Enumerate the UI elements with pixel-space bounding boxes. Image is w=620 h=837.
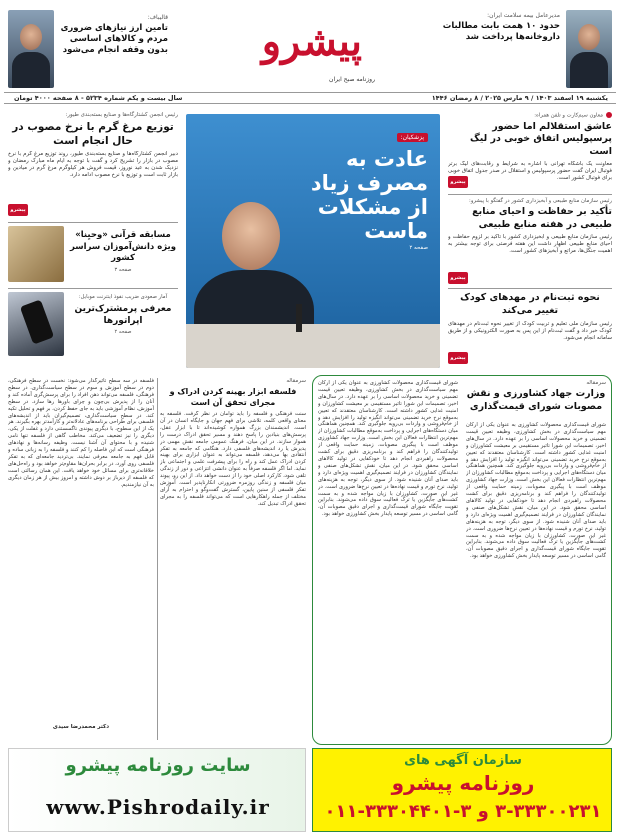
issue-line: سال بیست و یکم شماره ۵۲۳۴ - ۸ صفحه ۴۰۰۰ تومان bbox=[14, 94, 183, 102]
agriculture-article bbox=[318, 380, 606, 742]
top-left-photo bbox=[8, 10, 54, 88]
quran-page: صفحه ۳ bbox=[114, 266, 132, 273]
top-right-photo bbox=[566, 10, 612, 88]
website-banner[interactable] bbox=[8, 748, 306, 832]
top-right-headline[interactable]: حدود ۱۰ همت بابت مطالبات داروخانه‌ها پرداخت شد bbox=[442, 21, 560, 42]
author-signoff: دکتر محمدرضا سیدی bbox=[52, 724, 110, 730]
left-column bbox=[8, 112, 178, 372]
ad-org-title: سازمان آگهی های bbox=[404, 753, 522, 768]
agriculture-headline[interactable]: وزارت جهاد کشاورزی و نقش مصوبات شورای قیمت‌گذاری bbox=[466, 388, 606, 412]
philosophy-headline[interactable]: فلسفه ابزار بهینه کردن ادراک و مجرای تحقق آن است bbox=[169, 387, 297, 407]
agriculture-kicker: سرمقاله bbox=[586, 380, 606, 386]
quran-photo bbox=[8, 226, 64, 282]
kindergarten-headline[interactable]: نحوه ثبت‌نام در مهدهای کودک تغییر می‌کند bbox=[460, 292, 600, 316]
nature-kicker: رئیس سازمان منابع طبیعی و آبخیزداری کشور در گفتگو با پیشرو: bbox=[469, 198, 612, 204]
poultry-body: دبیر انجمن کشتارگاه‌ها و صنایع بسته‌بندی طیور، روند توزیع مرغ گرم با نرخ مصوب در بازار را تشریح کرد و گفت با توجه به ایام ماه مبارک رمضان و نزدیک شدن به عید نوروز، قیمت فروش هر کیلوگرم مرغ گرم در میادین و بازار ثابت است و توزیع با نرخ مصوب ادامه دارد. bbox=[8, 151, 178, 178]
poultry-headline[interactable]: توزیع مرغ گرم با نرخ مصوب در حال انجام است bbox=[12, 121, 174, 147]
feature-kicker: پزشکیان: bbox=[397, 133, 428, 142]
pishro-badge-2: پیشرو bbox=[448, 176, 468, 188]
website-url[interactable]: www.Pishrodaily.ir bbox=[46, 795, 270, 819]
masthead-logo: پیشرو bbox=[261, 18, 362, 65]
right-column bbox=[448, 112, 612, 372]
poultry-kicker: رئیس انجمن کشتارگاه‌ها و صنایع بسته‌بندی طیور: bbox=[65, 112, 178, 118]
feature-headline[interactable]: عادت به مصرف زیاد از مشکلات ماست bbox=[310, 147, 428, 243]
philosophy-body: سنت فرهنگی و فلسفه را باید توأمان در نظر گرفت. فلسفه به معنای واقعی کلمه، تلاشی برای فهم جهان و جایگاه انسان در آن است. اندیشمندان بزرگ همواره کوشیده‌اند تا با ابزار عقل، پرسش‌های بنیادین را پاسخ دهند و مسیر تحقق ادراک درست را هموار سازند. در این میان، فرهنگ عمومی جامعه نقش مهمی در پذیرش یا رد اندیشه‌های فلسفی دارد. هنگامی که جامعه به تفکر انتقادی بها می‌دهد، فلسفه می‌تواند به عنوان ابزاری برای بهینه کردن ادراک عمل کند و راه را برای پیشرفت علمی و اجتماعی باز نماید. اما اگر فلسفه صرفاً به عنوان دانشی انتزاعی و دور از زندگی تلقی شود، کارکرد اصلی خود را از دست خواهد داد. از این رو، پیوند میان فلسفه و زندگی روزمره ضرورتی انکارناپذیر است. آموزش تفکر فلسفی از سنین پایین، گسترش گفت‌وگو و احترام به آرای مختلف از جمله راهکارهایی است که می‌تواند فلسفه را به مجرای تحقق ادراک تبدیل کند. bbox=[160, 411, 306, 507]
feature-photo[interactable] bbox=[186, 114, 440, 368]
nature-body: رئیس سازمان منابع طبیعی و آبخیزداری کشور با تاکید بر لزوم حفاظت و احیای منابع طبیعی اظهار داشت این هفته فرصتی برای توجه بیشتر به اهمیت جنگل‌ها، مراتع و آبخیزهای کشور است. bbox=[448, 234, 612, 254]
website-title: سایت روزنامه پیشرو bbox=[65, 755, 251, 776]
pishro-badge-4: پیشرو bbox=[448, 352, 468, 364]
nature-headline[interactable]: تأکید بر حفاظت و احیای منابع طبیعی در هفته منابع طبیعی bbox=[472, 206, 612, 230]
masthead-subtitle: روزنامه صبح ایران bbox=[329, 76, 375, 83]
football-body: معاونت یک باشگاه تهرانی با اشاره به شرایط و رقابت‌های لیگ برتر فوتبال ایران گفت حضور پرسپولیس و استقلال در صدر جدول اتفاق خوبی برای فوتبال کشور است. bbox=[448, 161, 612, 181]
football-kicker: معاون سیم‌کارت و تلفن همراه: bbox=[448, 112, 612, 119]
ad-org-name: روزنامه پیشرو bbox=[391, 771, 535, 795]
pishro-badge-3: پیشرو bbox=[448, 272, 468, 284]
top-right-kicker: مدیرعامل بیمه سلامت ایران: bbox=[487, 12, 560, 19]
pishro-badge: پیشرو bbox=[8, 204, 28, 216]
mobile-photo bbox=[8, 292, 64, 356]
masthead bbox=[0, 0, 620, 110]
ad-phone[interactable]: ۳-۳۳۳۰۰۲۳۱ و ۳-۳۳۳۰۴۴۰۱-۰۱۱ bbox=[324, 801, 602, 822]
date-bar bbox=[4, 92, 616, 104]
top-left-kicker: قالیباف: bbox=[147, 14, 168, 21]
kindergarten-body: رئیس سازمان ملی تعلیم و تربیت کودک از تغییر نحوه ثبت‌نام در مهدهای کودک خبر داد و گفت ثبت‌نام از این پس به صورت الکترونیکی و از طریق سامانه انجام می‌شود. bbox=[448, 321, 612, 341]
ad-agency-banner[interactable] bbox=[312, 748, 612, 832]
mobile-page: صفحه ۲ bbox=[114, 329, 132, 335]
feature-page-ref: صفحه ۲ bbox=[409, 245, 428, 251]
football-headline[interactable]: عاشق استقلالم اما حضور پرسپولیس اتفاق خوبی در لیگ است bbox=[470, 120, 612, 157]
mobile-headline[interactable]: معرفی پرمشترک‌ترین اپراتورها bbox=[74, 304, 172, 326]
philosophy-article bbox=[160, 378, 306, 740]
quran-headline[interactable]: مسابقه قرآنی «وحیِنا» ویژه دانش‌آموزان سراسر کشور bbox=[70, 230, 176, 263]
top-left-headline[interactable]: تامین ارز نیازهای ضروری مردم و کالاهای اساسی بدون وقفه انجام می‌شود bbox=[60, 23, 168, 55]
mobile-kicker: آمار صعودی ضریب نفوذ اینترنت موبایل: bbox=[78, 294, 168, 300]
agriculture-body-col-right: شورای قیمت‌گذاری محصولات کشاورزی به عنوان یکی از ارکان مهم سیاست‌گذاری در بخش کشاورزی، وظیفه تعیین قیمت تضمینی و خرید محصولات اساسی را بر عهده دارد. در سال‌های اخیر، تصمیمات این شورا تاثیر مستقیمی بر معیشت کشاورزان و امنیت غذایی کشور داشته است. کارشناسان معتقدند که تعیین به‌موقع نرخ خرید تضمینی می‌تواند انگیزه تولید را افزایش دهد و از خام‌فروشی و واردات بی‌رویه جلوگیری کند. همچنین هماهنگی میان دستگاه‌های اجرایی و پرداخت به‌موقع مطالبات کشاورزان از مهم‌ترین انتظارات فعالان این بخش است. وزارت جهاد کشاورزی موظف است با پیگیری مصوبات، زمینه حمایت واقعی از تولیدکنندگان را فراهم کند و برنامه‌ریزی دقیق برای کشت محصولات راهبردی انجام دهد تا خودکفایی در تولید کالاهای اساسی محقق شود. در این میان، نقش تشکل‌های صنفی و نمایندگان کشاورزان در فرایند تصمیم‌گیری اهمیت ویژه‌ای دارد و باید صدای آنان شنیده شود. از سوی دیگر، توجه به هزینه‌های تولید، نرخ تورم و قیمت نهاده‌ها در تعیین نرخ‌ها ضروری است. در غیر این صورت، کشاورزان با زیان مواجه شده و به سمت کشت‌های جایگزین یا ترک فعالیت سوق داده می‌شوند. بنابراین تقویت جایگاه شورای قیمت‌گذاری و اجرای دقیق مصوبات آن، گامی اساسی در مسیر توسعه پایدار بخش کشاورزی خواهد بود. bbox=[466, 422, 606, 560]
agriculture-body-col-left: شورای قیمت‌گذاری محصولات کشاورزی به عنوان یکی از ارکان مهم سیاست‌گذاری در بخش کشاورزی، وظیفه تعیین قیمت تضمینی و خرید محصولات اساسی را بر عهده دارد. در سال‌های اخیر، تصمیمات این شورا تاثیر مستقیمی بر معیشت کشاورزان و امنیت غذایی کشور داشته است. کارشناسان معتقدند که تعیین به‌موقع نرخ خرید تضمینی می‌تواند انگیزه تولید را افزایش دهد و از خام‌فروشی و واردات بی‌رویه جلوگیری کند. همچنین هماهنگی میان دستگاه‌های اجرایی و پرداخت به‌موقع مطالبات کشاورزان از مهم‌ترین انتظارات فعالان این بخش است. وزارت جهاد کشاورزی موظف است با پیگیری مصوبات، زمینه حمایت واقعی از تولیدکنندگان را فراهم کند و برنامه‌ریزی دقیق برای کشت محصولات راهبردی انجام دهد تا خودکفایی در تولید کالاهای اساسی محقق شود. در این میان، نقش تشکل‌های صنفی و نمایندگان کشاورزان در فرایند تصمیم‌گیری اهمیت ویژه‌ای دارد و باید صدای آنان شنیده شود. از سوی دیگر، توجه به هزینه‌های تولید، نرخ تورم و قیمت نهاده‌ها در تعیین نرخ‌ها ضروری است. در غیر این صورت، کشاورزان با زیان مواجه شده و به سمت کشت‌های جایگزین یا ترک فعالیت سوق داده می‌شوند. بنابراین تقویت جایگاه شورای قیمت‌گذاری و اجرای دقیق مصوبات آن، گامی اساسی در مسیر توسعه پایدار بخش کشاورزی خواهد بود. bbox=[318, 380, 458, 518]
philosophy-kicker: سرمقاله bbox=[286, 378, 306, 384]
date-line: یکشنبه ۱۹ اسفند ۱۴۰۳ / ۹ مارس ۲۰۲۵ / ۸ رمضان ۱۴۴۶ bbox=[431, 94, 608, 102]
philosophy-continued-body: فلسفه در سه سطح تأثیرگذار می‌شود: نخست در سطح فرهنگی، دوم در سطح آموزش و سوم در سطح سیاست‌گذاری. در سطح فرهنگی، فلسفه می‌تواند ذهن افراد را برای پرسش‌گری آماده کند و آنان را از پذیرش بی‌چون و چرای باورها رها سازد. در سطح آموزش، نظام آموزشی باید به جای حفظ کردن، بر فهم و تحلیل تکیه کند. در سطح سیاست‌گذاری، تصمیم‌گیران باید از اندیشه‌های فلسفی برای طراحی برنامه‌های عادلانه‌تر و کارآمدتر بهره بگیرند. هر یک از این سطوح، با دیگری پیوندی ناگسستنی دارد و غفلت از یکی، دیگری را نیز تضعیف می‌کند. مخاطب گاهی از فلسفه تنها نامی شنیده و با محتوای آن آشنا نیست. وظیفه رسانه‌ها و نهادهای فرهنگی است که این فاصله را کم کنند و فلسفه را به زبانی ساده و قابل فهم به جامعه معرفی نمایند. بی‌تردید جامعه‌ای که به تفکر فلسفی روی آورد، در برابر بحران‌ها مقاوم‌تر خواهد بود و راه‌حل‌های خلاقانه‌تری برای مسائل خود خواهد یافت. این همان رسالتی است که فلسفه از دیرباز بر دوش داشته و امروز بیش از هر زمان دیگری به آن نیازمندیم. bbox=[8, 378, 154, 488]
philosophy-continued bbox=[8, 378, 154, 740]
